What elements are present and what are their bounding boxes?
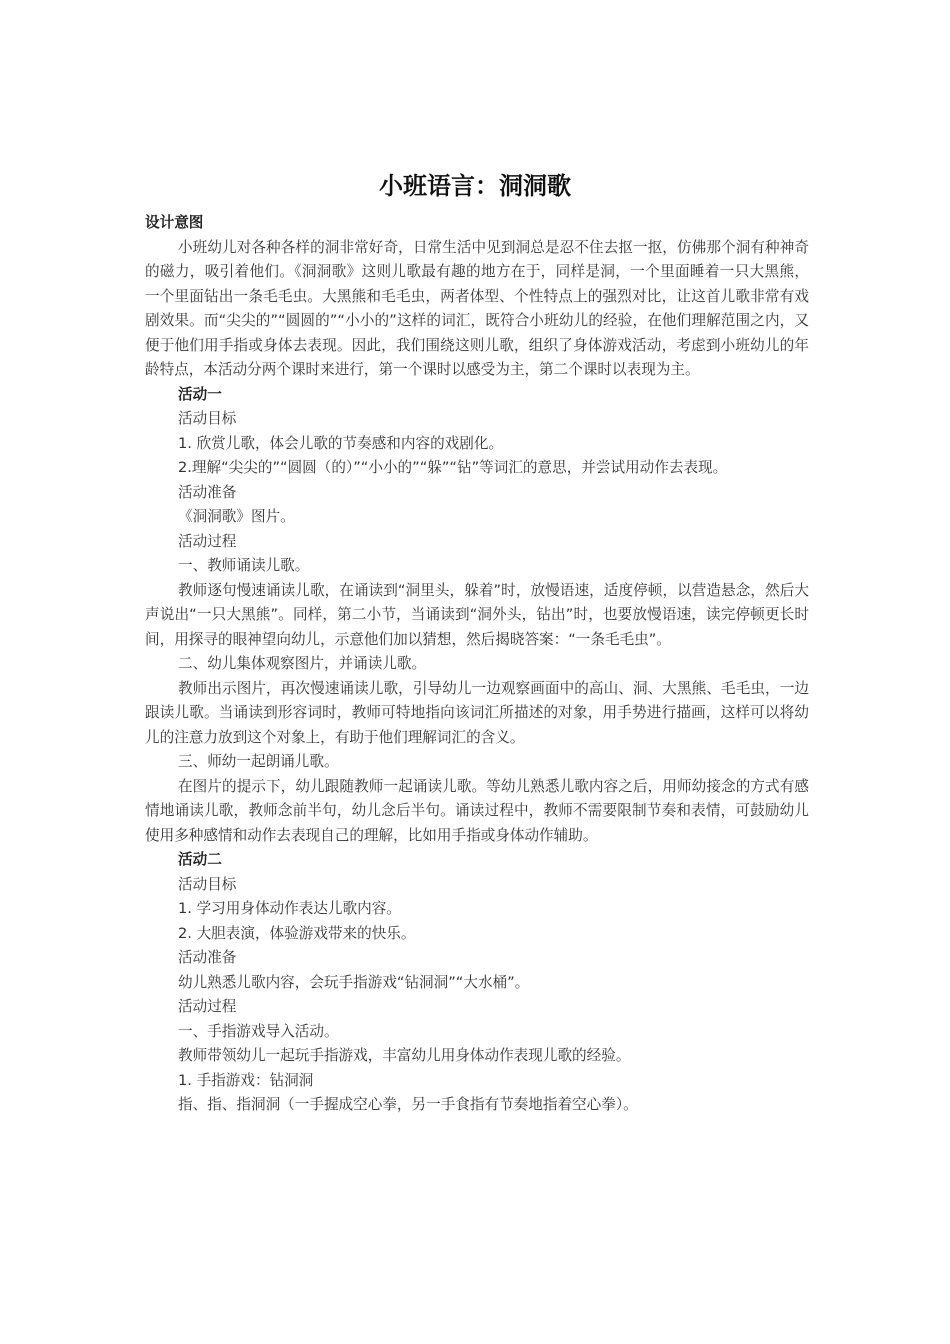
activity1-process-heading: 活动过程: [178, 532, 237, 550]
activity1-goal-2: 2.理解“尖尖的”“圆圆（的）”“小小的”“躲”“钻”等词汇的意思，并尝试用动作去表现。: [178, 459, 728, 476]
activity2-process-heading: 活动过程: [178, 998, 237, 1015]
activity1-step1-text: 教师逐句慢速诵读儿歌，在诵读到“洞里头，躲着”时，放慢语速，适度停顿，以营造悬念，然后大声说出“一只大黑熊”。同样，第二小节，当诵读到“洞外头，钻出”时，也要放慢语速，读完停顿更长时间，用探寻的眼神望向幼儿，示意他们加以猜想，然后揭晓答案：“一条毛毛虫”。: [145, 581, 809, 648]
activity2-prep-heading: 活动准备: [178, 949, 237, 966]
activity2-goal-2: 2. 大胆表演，体验游戏带来的快乐。: [178, 924, 416, 942]
page-title: 小班语言：洞洞歌: [379, 171, 571, 200]
activity1-step3-text: 在图片的提示下，幼儿跟随教师一起诵读儿歌。等幼儿熟悉儿歌内容之后，用师幼接念的方式有感情地诵读儿歌，教师念前半句，幼儿念后半句。诵读过程中，教师不需要限制节奏和表情，可鼓励幼儿使用多种感情和动作去表现自己的理解，比如用手指或身体动作辅助。: [145, 777, 809, 844]
activity2-game-title: 1. 手指游戏：钻洞洞: [178, 1071, 314, 1089]
design-paragraph: 小班幼儿对各种各样的洞非常好奇，日常生活中见到洞总是忍不住去抠一抠，仿佛那个洞有种神奇的磁力，吸引着他们。《洞洞歌》这则儿歌最有趣的地方在于，同样是洞，一个里面睡着一只大黑熊，一个里面钻出一条毛毛虫。大黑熊和毛毛虫，两者体型、个性特点上的强烈对比，让这首儿歌非常有戏剧效果。而“尖尖的”“圆圆的”“小小的”这样的词汇，既符合小班幼儿的经验，在他们理解范围之内，又便于他们用手指或身体去表现。因此，我们围绕这则儿歌，组织了身体游戏活动，考虑到小班幼儿的年龄特点，本活动分两个课时来进行，第一个课时以感受为主，第二个课时以表现为主。: [145, 238, 809, 378]
activity2-heading: 活动二: [178, 851, 222, 868]
activity1-goal-heading: 活动目标: [178, 410, 237, 427]
activity1-prep-heading: 活动准备: [178, 483, 237, 501]
activity2-goal-heading: 活动目标: [178, 875, 237, 893]
activity2-prep-text: 幼儿熟悉儿歌内容，会玩手指游戏“钻洞洞”“大水桶”。: [178, 973, 530, 991]
activity1-step2-text: 教师出示图片，再次慢速诵读儿歌，引导幼儿一边观察画面中的高山、洞、大黑熊、毛毛虫，一边跟读儿歌。当诵读到形容词时，教师可特地指向该词汇所描述的对象，用手势进行描画，这样可以将幼儿的注意力放到这个对象上，有助于他们理解词汇的含义。: [145, 679, 809, 746]
activity2-step1-text: 教师带领幼儿一起玩手指游戏，丰富幼儿用身体动作表现儿歌的经验。: [178, 1047, 631, 1064]
activity1-step3-title: 三、师幼一起朗诵儿歌。: [178, 753, 339, 770]
document-body: [145, 211, 809, 1118]
design-heading: 设计意图: [145, 214, 204, 231]
activity1-step2-title: 二、幼儿集体观察图片，并诵读儿歌。: [178, 655, 427, 672]
activity1-prep-text: 《洞洞歌》图片。: [178, 508, 295, 525]
activity2-goal-1: 1. 学习用身体动作表达儿歌内容。: [178, 900, 401, 917]
activity1-step1-title: 一、教师诵读儿歌。: [178, 557, 310, 574]
activity1-heading: 活动一: [178, 385, 222, 403]
activity2-game-text: 指、指、指洞洞（一手握成空心拳，另一手食指有节奏地指着空心拳）。: [178, 1096, 638, 1113]
activity1-goal-1: 1. 欣赏儿歌，体会儿歌的节奏感和内容的戏剧化。: [178, 434, 504, 452]
activity2-step1-title: 一、手指游戏导入活动。: [178, 1022, 339, 1040]
